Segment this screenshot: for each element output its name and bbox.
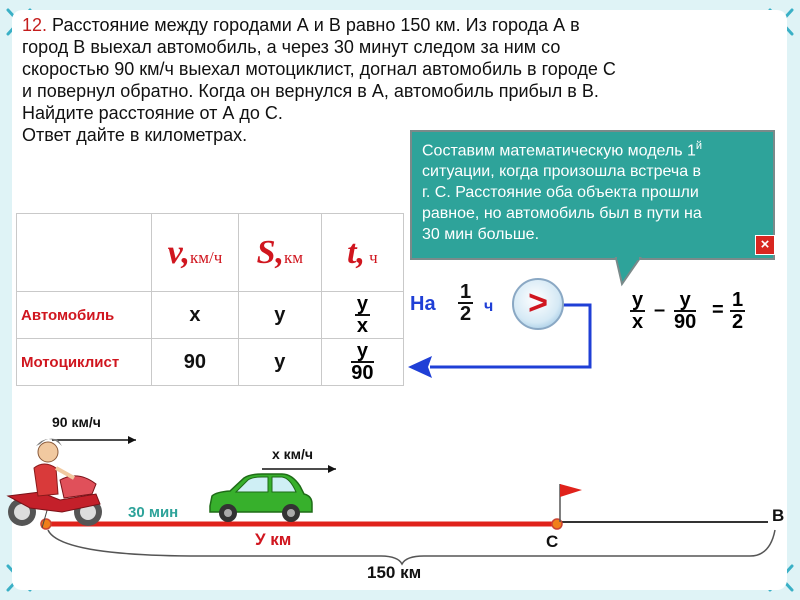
hint-line-3: г. С. Расстояние оба объекта прошли bbox=[422, 184, 699, 202]
moto-speed-label: 90 км/ч bbox=[52, 414, 101, 430]
hint-line-4: равное, но автомобиль был в пути на bbox=[422, 205, 702, 223]
greater-than-symbol: > bbox=[528, 284, 548, 322]
row-label-moto: Мотоциклист bbox=[17, 339, 152, 386]
comparison-fraction: $\frac{1}{2}$ bbox=[460, 281, 472, 325]
car-speed-cell: х bbox=[152, 292, 239, 339]
problem-line-1: Расстояние между городами А и В равно 150 км. Из города А в bbox=[52, 15, 580, 35]
row-label-car: Автомобиль bbox=[17, 292, 152, 339]
problem-line-3: скоростью 90 км/ч выехал мотоциклист, догнал автомобиль в городе С bbox=[22, 59, 616, 79]
hint-line-2: ситуации, когда произошла встреча в bbox=[422, 163, 702, 181]
car-speed-label: х км/ч bbox=[272, 446, 314, 462]
distance-brace bbox=[48, 530, 775, 564]
distance-ac-label: У км bbox=[255, 530, 292, 549]
problem-line-5: Найдите расстояние от А до С. bbox=[22, 103, 283, 123]
eq-term-half: $\frac{1}{2}$ bbox=[732, 289, 744, 333]
delay-label: 30 мин bbox=[128, 504, 179, 521]
moto-speed-cell: 90 bbox=[152, 339, 239, 386]
moto-time-cell: $\frac{у}{90}$ bbox=[321, 339, 403, 386]
problem-line-2: город В выехал автомобиль, а через 30 минут следом за ним со bbox=[22, 37, 561, 57]
total-distance-label: 150 км bbox=[367, 563, 422, 582]
moto-distance-cell: у bbox=[238, 339, 321, 386]
hint-superscript: й bbox=[695, 140, 703, 152]
motorcycle-icon bbox=[8, 439, 102, 526]
problem-number: 12. bbox=[22, 15, 48, 35]
point-b-label: В bbox=[772, 506, 785, 525]
car-icon bbox=[210, 474, 312, 522]
point-c-label: С bbox=[546, 532, 559, 551]
problem-line-6: Ответ дайте в километрах. bbox=[22, 125, 248, 145]
header-time: t, ч bbox=[321, 214, 403, 292]
car-time-cell: $\frac{у}{х}$ bbox=[321, 292, 403, 339]
hint-line-1: Составим математическую модель 1 bbox=[422, 142, 696, 160]
comparison-prefix: На bbox=[410, 293, 436, 315]
flag-icon bbox=[560, 484, 582, 497]
problem-line-4: и повернул обратно. Когда он вернулся в А, автомобиль прибыл в В. bbox=[22, 81, 599, 101]
close-hint-button[interactable]: × bbox=[755, 235, 775, 255]
hint-line-5: 30 мин больше. bbox=[422, 226, 540, 244]
comparison-unit: ч bbox=[484, 298, 494, 315]
car-distance-cell: у bbox=[238, 292, 321, 339]
eq-equals: = bbox=[712, 299, 724, 321]
eq-term-moto: у 90 bbox=[674, 289, 697, 333]
header-speed: v,км/ч bbox=[152, 214, 239, 292]
eq-term-car: у х bbox=[632, 289, 644, 333]
header-distance: S,км bbox=[238, 214, 321, 292]
eq-minus: – bbox=[654, 299, 666, 321]
